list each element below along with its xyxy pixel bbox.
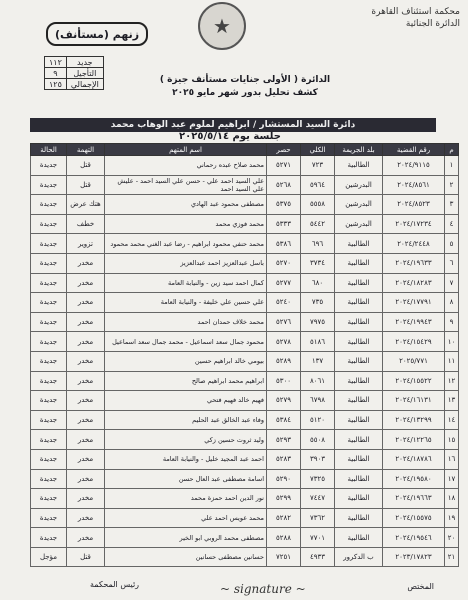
crime-location: الطالبية [335, 273, 383, 293]
crime-location: الطالبية [335, 312, 383, 332]
registry-number: ٥٢٧٧ [267, 273, 301, 293]
stats-label: التأجيل [66, 68, 103, 79]
table-row [31, 430, 459, 450]
table-row [31, 195, 459, 215]
row-number: ٨ [445, 293, 459, 313]
charge: تزوير [67, 234, 105, 254]
cases-table [30, 143, 459, 567]
case-number: ٢٠٢٤/١٨٢٨٣ [383, 273, 445, 293]
case-number: ٢٠٢٤/١٨٧٨٦ [383, 449, 445, 469]
case-number: ٢٠٢٤/١٣٢٩٩ [383, 410, 445, 430]
case-number: ٢٠٢٤/١٩٩٤٣ [383, 312, 445, 332]
status: جديدة [31, 449, 67, 469]
crime-location: الطالبية [335, 528, 383, 548]
row-number: ١١ [445, 351, 459, 371]
row-number: ١٢ [445, 371, 459, 391]
status: جديدة [31, 273, 67, 293]
stats-row [45, 79, 104, 90]
defendant-names: محمد عويس احمد علي [105, 508, 267, 528]
table-row [31, 351, 459, 371]
defendant-names: ابراهيم محمد ابراهيم صالح [105, 371, 267, 391]
table-row [31, 234, 459, 254]
row-number: ٢٠ [445, 528, 459, 548]
case-number: ٢٠٢٤/١٧٢٣٤ [383, 214, 445, 234]
defendant-names: وليد ثروت حسين زكي [105, 430, 267, 450]
defendant-names: محمد صلاح عبده رحماني [105, 156, 267, 176]
column-header: التهمة [67, 144, 105, 156]
registry-number: ٥٢٦٨ [267, 175, 301, 195]
case-number: ٢٠٢٤/١٥٥٧٥ [383, 508, 445, 528]
crime-location: الطالبية [335, 391, 383, 411]
registry-number: ٥٢٨٢ [267, 508, 301, 528]
registry-number: ٥٢٧٩ [267, 391, 301, 411]
status: جديدة [31, 489, 67, 509]
circuit-title: الدائرة ( الأولى جنايات مستأنف جيزة ) [159, 75, 331, 85]
charge: خطف [67, 214, 105, 234]
registry-number: ٥٢٧٦ [267, 312, 301, 332]
status: جديدة [31, 156, 67, 176]
column-header: الحالة [31, 144, 67, 156]
status: جديدة [31, 195, 67, 215]
total-number: ٣٩٠٣ [301, 449, 335, 469]
table-row [31, 508, 459, 528]
registry-number: ٥٢٨٩ [267, 351, 301, 371]
defendant-names: علي حسين علي خليفة - والنيابة العامة [105, 293, 267, 313]
registry-number: ٥٣٨٦ [267, 234, 301, 254]
roll-title: كشف تحليل بدور شهر مايو ٢٠٢٥ [172, 88, 318, 98]
row-number: ٥ [445, 234, 459, 254]
total-number: ٧٧٠١ [301, 528, 335, 548]
defendant-names: وفاء عبد الخالق عبد الحليم [105, 410, 267, 430]
registry-number: ٥٢٩٩ [267, 489, 301, 509]
stats-value: ١١٢ [45, 57, 67, 68]
status: جديدة [31, 293, 67, 313]
registry-number: ٥٢٧٠ [267, 253, 301, 273]
charge: قتل [67, 547, 105, 567]
total-number: ٧٣٢٥ [301, 469, 335, 489]
total-number: ٤٩٣٣ [301, 547, 335, 567]
case-number: ٢٠٢٤/١٥٥٢٢ [383, 371, 445, 391]
court-name: محكمة استئناف القاهرة [371, 7, 460, 17]
stats-row [45, 57, 104, 68]
row-number: ٢ [445, 175, 459, 195]
status: جديدة [31, 371, 67, 391]
column-header: رقم القضية [383, 144, 445, 156]
table-row [31, 371, 459, 391]
charge: مخدر [67, 430, 105, 450]
row-number: ٢١ [445, 547, 459, 567]
row-number: ٤ [445, 214, 459, 234]
document-titles [130, 74, 360, 100]
row-number: ١٧ [445, 469, 459, 489]
crime-location: البدرشين [335, 214, 383, 234]
table-row [31, 489, 459, 509]
status: جديدة [31, 234, 67, 254]
crime-location: البدرشين [335, 195, 383, 215]
stats-label: الإجمالي [66, 79, 103, 90]
total-number: ٥٥٠٨ [301, 430, 335, 450]
column-header: حصر [267, 144, 301, 156]
column-header: اسم المتهم [105, 144, 267, 156]
row-number: ٩ [445, 312, 459, 332]
row-number: ٧ [445, 273, 459, 293]
defendant-names: كمال احمد سيد زين - والنيابة العامة [105, 273, 267, 293]
status: جديدة [31, 253, 67, 273]
charge: مخدر [67, 253, 105, 273]
stats-value: ٩ [45, 68, 67, 79]
crime-location: الطالبية [335, 410, 383, 430]
defendant-names: محمود جمال سعد اسماعيل - محمد جمال سعد اسماعيل [105, 332, 267, 352]
row-number: ١٨ [445, 489, 459, 509]
row-number: ٣ [445, 195, 459, 215]
total-number: ٨٠٦١ [301, 371, 335, 391]
charge: مخدر [67, 449, 105, 469]
table-row [31, 253, 459, 273]
defendant-names: محمد خلاف حمدان احمد [105, 312, 267, 332]
case-number: ٢٠٢٤/٢٤٤٨ [383, 234, 445, 254]
row-number: ١ [445, 156, 459, 176]
registry-number: ٥٢٧٨ [267, 332, 301, 352]
row-number: ١٦ [445, 449, 459, 469]
crime-location: الطالبية [335, 371, 383, 391]
table-row [31, 469, 459, 489]
table-row [31, 410, 459, 430]
charge: مخدر [67, 469, 105, 489]
registry-number: ٥٣٠٠ [267, 371, 301, 391]
stats-table [44, 56, 104, 90]
session-date: جلسة يوم ٢٠٢٥/٥/١٤ [179, 131, 281, 142]
case-number: ٢٠٢٤/١٩٦٦٣ [383, 489, 445, 509]
status: جديدة [31, 508, 67, 528]
court-header [371, 6, 460, 30]
stats-row [45, 68, 104, 79]
crime-location: الطالبية [335, 351, 383, 371]
total-number: ٦٨٠ [301, 273, 335, 293]
clerk-label: المختص [407, 582, 434, 591]
status: جديدة [31, 528, 67, 548]
table-row [31, 175, 459, 195]
charge: مخدر [67, 312, 105, 332]
total-number: ٧٩٧٥ [301, 312, 335, 332]
row-number: ١٠ [445, 332, 459, 352]
eagle-emblem-icon: ★ [198, 2, 246, 50]
crime-location: الطالبية [335, 449, 383, 469]
defendant-names: نور الدين احمد حمزة محمد [105, 489, 267, 509]
defendant-names: حسانين مصطفى حسانين [105, 547, 267, 567]
table-row [31, 332, 459, 352]
crime-location: الطالبية [335, 253, 383, 273]
row-number: ١٣ [445, 391, 459, 411]
case-number: ٢٠٢٥/٧٧١ [383, 351, 445, 371]
registry-number: ٥٣٨٤ [267, 410, 301, 430]
defendant-names: فهيم خالد فهيم فتحي [105, 391, 267, 411]
case-number: ٢٠٢٤/٨٥٦١ [383, 175, 445, 195]
total-number: ٥٥٥٨ [301, 195, 335, 215]
total-number: ٧٣٥ [301, 293, 335, 313]
table-row [31, 214, 459, 234]
charge: مخدر [67, 371, 105, 391]
case-type-box: (مستأنف) زنهم [46, 22, 148, 46]
defendant-names: مصطفى محمد الروبي ابو الخير [105, 528, 267, 548]
case-number: ٢٠٢٤/٩١١٥ [383, 156, 445, 176]
defendant-names: باسل عبدالعزيز احمد عبدالعزيز [105, 253, 267, 273]
table-row [31, 293, 459, 313]
status: مؤجل [31, 547, 67, 567]
charge: مخدر [67, 410, 105, 430]
charge: مخدر [67, 508, 105, 528]
stats-value: ١٢٥ [45, 79, 67, 90]
status: جديدة [31, 175, 67, 195]
charge: هتك عرض [67, 195, 105, 215]
crime-location: الطالبية [335, 469, 383, 489]
status: جديدة [31, 214, 67, 234]
status: جديدة [31, 469, 67, 489]
crime-location: الطالبية [335, 293, 383, 313]
total-number: ٥١٢٠ [301, 410, 335, 430]
charge: مخدر [67, 293, 105, 313]
crime-location: الطالبية [335, 332, 383, 352]
crime-location: الطالبية [335, 234, 383, 254]
registry-number: ٥٢٨٨ [267, 528, 301, 548]
total-number: ١٣٧ [301, 351, 335, 371]
crime-location: الطالبية [335, 508, 383, 528]
registry-number: ٥٢٩٣ [267, 430, 301, 450]
defendant-names: محمد فوزي محمد [105, 214, 267, 234]
status: جديدة [31, 351, 67, 371]
total-number: ٧٤٤٧ [301, 489, 335, 509]
row-number: ١٥ [445, 430, 459, 450]
total-number: ٦٧٩٨ [301, 391, 335, 411]
status: جديدة [31, 391, 67, 411]
crime-location: الطالبية [335, 489, 383, 509]
case-number: ٢٠٢٣/١٧٨٢٣ [383, 547, 445, 567]
defendant-names: اسامة مصطفى عبد العال حسن [105, 469, 267, 489]
defendant-names: محمد حنفي محمود ابراهيم - رضا عبد الغني محمد محمود [105, 234, 267, 254]
charge: مخدر [67, 273, 105, 293]
handwritten-signature: ~ signature ~ [220, 582, 306, 596]
registry-number: ٧٢٥١ [267, 547, 301, 567]
defendant-names: بيومي خالد ابراهيم حسين [105, 351, 267, 371]
case-number: ٢٠٢٤/١٢٢٦٥ [383, 430, 445, 450]
row-number: ١٤ [445, 410, 459, 430]
total-number: ٣٧٣٤ [301, 253, 335, 273]
status: جديدة [31, 410, 67, 430]
case-number: ٢٠٢٤/١٩٦٣٣ [383, 253, 445, 273]
crime-location: البدرشين [335, 175, 383, 195]
charge: قتل [67, 175, 105, 195]
column-header: بلد الجريمة [335, 144, 383, 156]
total-number: ٧٢٣ [301, 156, 335, 176]
defendant-names: علي السيد احمد علي - حسن علي السيد احمد - عليش علي السيد احمد [105, 175, 267, 195]
registry-number: ٥٢٤٠ [267, 293, 301, 313]
status: جديدة [31, 430, 67, 450]
case-number: ٢٠٢٤/٨٥٢٣ [383, 195, 445, 215]
registry-number: ٥٢٧١ [267, 156, 301, 176]
case-number: ٢٠٢٤/١٩٥٤٦ [383, 528, 445, 548]
charge: مخدر [67, 351, 105, 371]
court-division: الدائرة الجنائية [405, 19, 460, 29]
case-number: ٢٠٢٤/١٧٧٩١ [383, 293, 445, 313]
table-row [31, 156, 459, 176]
crime-location: الطالبية [335, 430, 383, 450]
judge-band: دائرة السيد المستشار / ابراهيم لملوم عبد الوهاب محمد [30, 118, 436, 132]
case-number: ٢٠٢٤/١٦١٣١ [383, 391, 445, 411]
crime-location: ب الدكرور [335, 547, 383, 567]
table-row [31, 391, 459, 411]
column-header: الكلي [301, 144, 335, 156]
crime-location: الطالبية [335, 156, 383, 176]
row-number: ٦ [445, 253, 459, 273]
case-number: ٢٠٢٤/١٩٥٨٠ [383, 469, 445, 489]
total-number: ٥٩٦٤ [301, 175, 335, 195]
total-number: ٥٤٤٢ [301, 214, 335, 234]
total-number: ٥١٨٦ [301, 332, 335, 352]
defendant-names: احمد عبد المجيد خليل - والنيابة العامة [105, 449, 267, 469]
charge: مخدر [67, 391, 105, 411]
defendant-names: مصطفى محمود عبد الهادي [105, 195, 267, 215]
stats-label: جديد [66, 57, 103, 68]
registry-number: ٥٣٧٥ [267, 195, 301, 215]
row-number: ١٩ [445, 508, 459, 528]
total-number: ٧٣٦٢ [301, 508, 335, 528]
registry-number: ٥٢٩٠ [267, 469, 301, 489]
charge: مخدر [67, 489, 105, 509]
case-number: ٢٠٢٤/١٥٤٢٩ [383, 332, 445, 352]
registry-number: ٥٢٨٣ [267, 449, 301, 469]
table-row [31, 547, 459, 567]
charge: قتل [67, 156, 105, 176]
charge: مخدر [67, 332, 105, 352]
total-number: ٦٩٦ [301, 234, 335, 254]
table-row [31, 449, 459, 469]
table-row [31, 312, 459, 332]
registry-number: ٥٣٣٣ [267, 214, 301, 234]
president-label: رئيس المحكمة [90, 580, 140, 589]
table-row [31, 528, 459, 548]
charge: مخدر [67, 528, 105, 548]
status: جديدة [31, 332, 67, 352]
table-row [31, 273, 459, 293]
status: جديدة [31, 312, 67, 332]
column-header: م [445, 144, 459, 156]
